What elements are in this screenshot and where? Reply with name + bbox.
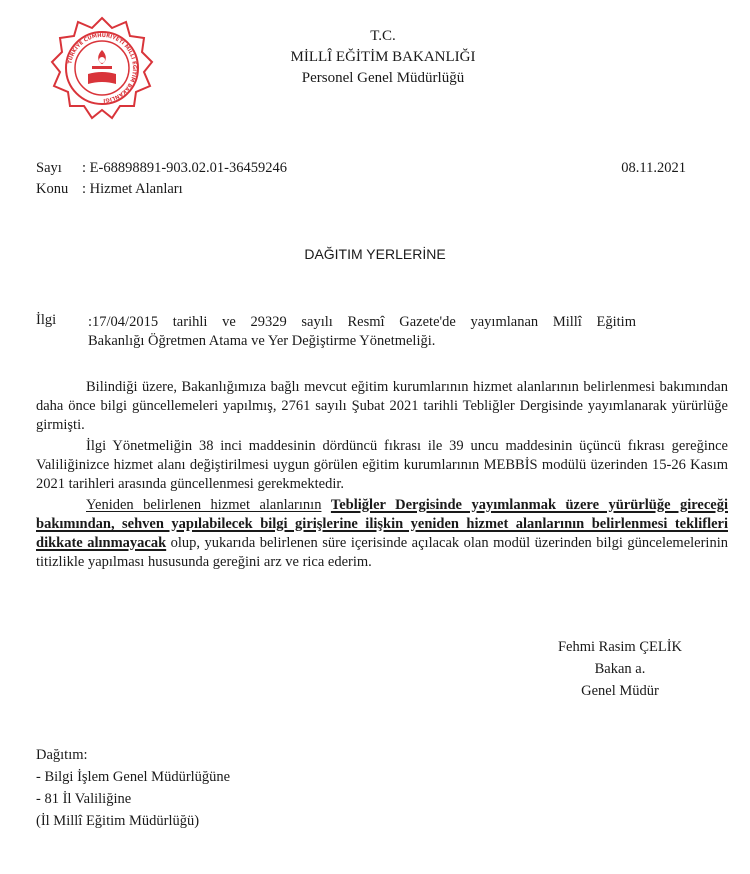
sayi-label: Sayı bbox=[36, 160, 62, 176]
body-paragraph-3 bbox=[36, 496, 728, 572]
ilgi-label: İlgi bbox=[36, 312, 57, 328]
signatory-title-1: Bakan a. bbox=[594, 661, 646, 677]
ministry-seal-icon bbox=[50, 16, 154, 120]
emphasized-warning: Tebliğler Dergisinde yayımlanmak üzere yürürlüğe gireceği bakımından, sehven yapılabilecek bilgi girişlerine ilişkin yeniden hizmet alanlarının belirlenmesi teklifleri dikkate alınmayacak bbox=[36, 497, 728, 551]
konu-label: Konu bbox=[36, 181, 69, 197]
underlined-text: Yeniden belirlenen hizmet alanlarının bbox=[86, 497, 322, 513]
ilgi-line-2: Bakanlığı Öğretmen Atama ve Yer Değiştirme Yönetmeliği. bbox=[88, 333, 436, 349]
letterhead-country: T.C. bbox=[370, 28, 396, 44]
letterhead bbox=[230, 26, 536, 89]
distribution-list bbox=[36, 744, 230, 832]
signature-block bbox=[530, 636, 710, 702]
body-paragraph-2: İlgi Yönetmeliğin 38 inci maddesinin dördüncü fıkrası ile 39 uncu maddesinin üçüncü fıkrası gereğince Valiliğinizce hizmet alanı değiştirilmesi uygun görülen eğitim kurumlarının MEBBİS modülü üzerinden 15-26 Kasım 2021 tarihleri arasında güncellenmesi gerekmektedir. bbox=[36, 438, 728, 492]
signatory-title-2: Genel Müdür bbox=[581, 683, 659, 699]
distribution-item: - 81 İl Valiliğine bbox=[36, 791, 132, 807]
konu-row bbox=[36, 181, 183, 198]
body-paragraph-1: Bilindiği üzere, Bakanlığımıza bağlı mevcut eğitim kurumlarının hizmet alanlarının belirlenmesi bakımından daha önce bilgi güncellemeleri yapılmış, 2761 sayılı Şubat 2021 tarihli Tebliğler Dergisinde yayımlanarak yürürlüğe girmişti. bbox=[36, 379, 728, 433]
konu-value: : Hizmet Alanları bbox=[82, 181, 183, 197]
paragraph-3-rest: olup, yukarıda belirlenen süre içerisinde açılacak olan modül üzerinden bilgi güncelemelerinin titizlikle yapılması hususunda gereğini arz ve rica ederim. bbox=[36, 535, 728, 570]
signatory-name: Fehmi Rasim ÇELİK bbox=[557, 639, 683, 655]
distribution-heading: Dağıtım: bbox=[36, 747, 88, 763]
sayi-value: : E-68898891-903.02.01-36459246 bbox=[82, 160, 287, 176]
distribution-item: - Bilgi İşlem Genel Müdürlüğüne bbox=[36, 769, 231, 785]
ilgi-line-1: :17/04/2015 tarihli ve 29329 sayılı Resmî Gazete'de yayımlanan Millî Eğitim bbox=[88, 314, 636, 330]
letterhead-department: Personel Genel Müdürlüğü bbox=[301, 70, 465, 86]
recipient-heading: DAĞITIM YERLERİNE bbox=[304, 246, 446, 262]
distribution-item: (İl Millî Eğitim Müdürlüğü) bbox=[36, 813, 200, 829]
document-date: 08.11.2021 bbox=[621, 160, 686, 176]
letterhead-ministry: MİLLÎ EĞİTİM BAKANLIĞI bbox=[290, 49, 476, 65]
svg-text:TÜRKİYE CUMHURİYETİ MİLLÎ EĞİT: TÜRKİYE CUMHURİYETİ MİLLÎ EĞİTİM BAKANLIĞI bbox=[67, 32, 138, 103]
sayi-row bbox=[36, 160, 287, 177]
